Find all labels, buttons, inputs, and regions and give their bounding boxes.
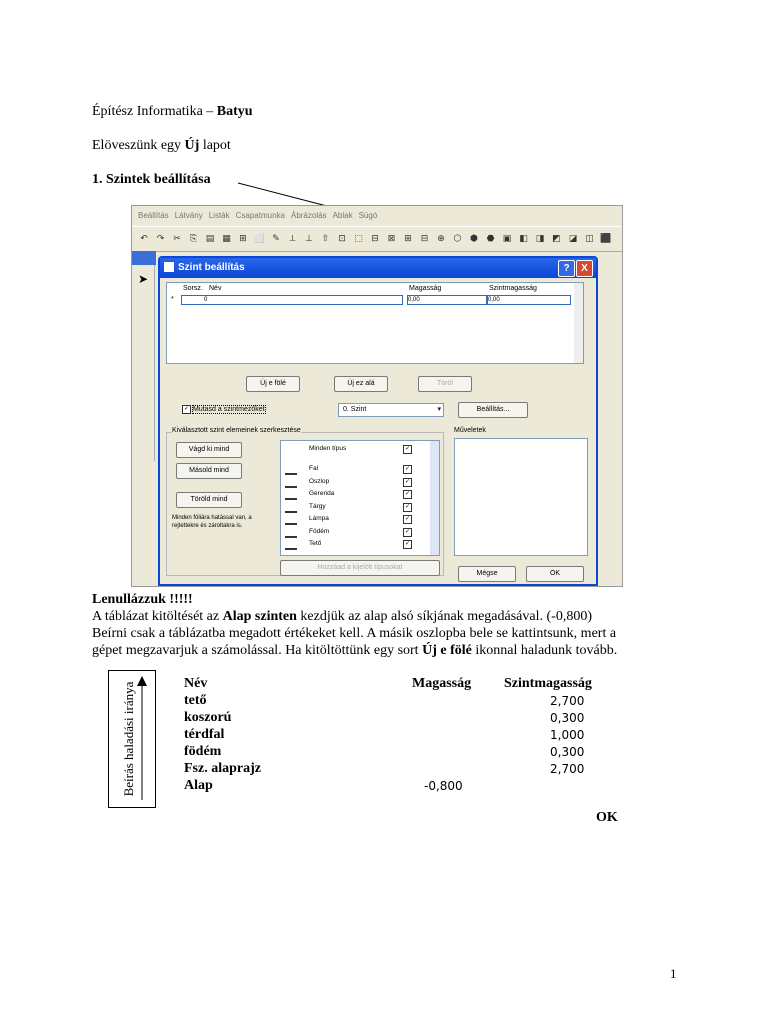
- table-ok: OK: [596, 810, 618, 825]
- dialog-title: Szint beállítás: [178, 262, 245, 273]
- level-szintmagassag: 0,300: [550, 745, 585, 759]
- body-p2: Beírni csak a táblázatba megadott értékeket kell. A másik oszlopba bele se kattintsunk, mert a: [92, 626, 617, 641]
- toolbar-tool-icon[interactable]: ◧: [519, 233, 528, 243]
- szint-combo-value: 0. Szint: [343, 406, 367, 413]
- torol-button[interactable]: Töröl: [418, 376, 472, 392]
- toolbar-tool-icon[interactable]: ◩: [552, 233, 561, 243]
- dialog-titlebar: [160, 258, 596, 278]
- type-list-item[interactable]: [281, 503, 429, 513]
- menu-item[interactable]: Súgó: [358, 211, 378, 220]
- toolbar-tool-icon[interactable]: ◫: [585, 233, 594, 243]
- side-panel-title: [132, 251, 156, 265]
- header-bold: Batyu: [216, 104, 253, 119]
- toolbar-tool-icon[interactable]: ⬢: [470, 233, 478, 243]
- note-text: Minden fóliára hatással van, a rejtettekre és zároltakra is.: [172, 515, 252, 529]
- page-number: 1: [670, 966, 677, 981]
- type-checkbox[interactable]: ✓: [404, 491, 411, 497]
- row-name-cell[interactable]: [181, 295, 403, 305]
- menu-item[interactable]: Listák: [208, 211, 230, 220]
- element-type-icon: [285, 503, 297, 513]
- vagd-ki-button[interactable]: Vágd ki mind: [176, 442, 242, 458]
- type-list-item[interactable]: [281, 490, 429, 500]
- toolbar-tool-icon[interactable]: ⎘: [189, 233, 198, 243]
- body-title-text: Lenullázzuk !!!!!: [92, 592, 193, 607]
- toolbar-tool-icon[interactable]: ⬣: [486, 233, 495, 243]
- type-list-label: Oszlop: [309, 477, 330, 485]
- col-magassag: Magasság: [409, 285, 442, 292]
- dialog-app-icon: [164, 262, 174, 272]
- toolbar-tool-icon[interactable]: ◪: [568, 233, 578, 243]
- kivalasztott-group-label: Kiválasztott szint elemeinek szerkesztése: [172, 427, 301, 434]
- element-type-icon: [285, 515, 297, 525]
- toolbar-tool-icon[interactable]: ⊞: [239, 233, 247, 243]
- type-checkbox[interactable]: ✓: [404, 516, 411, 522]
- body-title: [92, 592, 193, 608]
- row-index: 0: [204, 297, 208, 303]
- level-szintmagassag: 2,700: [550, 762, 585, 776]
- level-name: Fsz. alaprajz: [184, 761, 261, 776]
- toolbar-tool-icon[interactable]: ⬚: [354, 233, 363, 243]
- type-list-label: Gerenda: [309, 490, 335, 497]
- toolbar-tool-icon[interactable]: ⊡: [338, 233, 346, 243]
- element-type-icon: [285, 490, 297, 500]
- masold-button[interactable]: Másold mind: [176, 463, 242, 479]
- type-checkbox[interactable]: ✓: [404, 446, 411, 452]
- toolbar-tool-icon[interactable]: ↶: [140, 233, 148, 243]
- grid-scrollbar[interactable]: [574, 283, 583, 363]
- level-szintmagassag: 2,700: [550, 694, 585, 708]
- type-list-label: Lámpa: [309, 515, 329, 522]
- type-list-item[interactable]: [281, 478, 429, 488]
- hdr-szintmagassag: Szintmagasság: [504, 676, 592, 691]
- element-type-icon: [285, 528, 297, 538]
- menu-item[interactable]: Beállítás: [138, 211, 169, 220]
- row-marker: *: [171, 296, 174, 303]
- toolbar-tool-icon[interactable]: ⊠: [387, 233, 396, 243]
- toolbar-tool-icon[interactable]: ⊞: [404, 233, 412, 243]
- hdr-nev: Név: [184, 676, 208, 691]
- type-list-label: Tető: [309, 540, 322, 547]
- type-checkbox[interactable]: ✓: [404, 528, 411, 535]
- p3-bold: Új e fölé: [422, 643, 472, 658]
- level-szintmagassag: 0,300: [550, 711, 585, 725]
- type-checkbox[interactable]: ✓: [404, 503, 411, 510]
- toolbar-tool-icon[interactable]: ⟂: [289, 233, 296, 243]
- muveletek-list[interactable]: [454, 438, 588, 556]
- level-name: tető: [184, 693, 207, 708]
- intro-bold: Új: [184, 138, 200, 153]
- mutasd-label: Mutasd a szintmezőket: [193, 406, 265, 413]
- p3-post: ikonnal haladunk tovább.: [475, 643, 618, 658]
- p1-bold: Alap szinten: [222, 609, 297, 624]
- p1-post: kezdjük az alap alsó síkjának megadásával. (-0,800): [300, 609, 592, 624]
- hozzaad-button[interactable]: Hozzáad a kijelölt típusokat: [280, 560, 440, 576]
- body-p3: [92, 643, 617, 659]
- element-type-icon: [285, 540, 297, 550]
- toolbar-tool-icon[interactable]: ⊟: [420, 233, 429, 243]
- level-szintmagassag: 1,000: [550, 728, 585, 742]
- body-p1: [92, 609, 592, 625]
- beallitas-button[interactable]: Beállítás...: [458, 402, 528, 418]
- element-type-icon: [285, 465, 297, 475]
- col-szintmagassag: Szintmagasság: [489, 285, 537, 292]
- intro-pre: Elöveszünk egy: [92, 138, 182, 153]
- toolbar-tool-icon[interactable]: ▦: [222, 233, 231, 243]
- toolbar-tool-icon[interactable]: ⊥: [305, 233, 313, 243]
- level-name: födém: [184, 744, 222, 759]
- uj-ez-ala-button[interactable]: Új ez alá: [334, 376, 388, 392]
- torold-button[interactable]: Töröld mind: [176, 492, 242, 508]
- element-type-icon: [285, 478, 297, 488]
- type-list-item[interactable]: [281, 540, 429, 550]
- type-checkbox[interactable]: ✓: [404, 478, 411, 485]
- direction-label: Beírás haladási iránya: [121, 681, 136, 797]
- p1-pre: A táblázat kitöltését az: [92, 609, 220, 624]
- direction-arrow: [134, 674, 150, 802]
- toolbar-tool-icon[interactable]: ⊟: [371, 233, 379, 243]
- col-sorsz: Sorsz.: [183, 285, 203, 292]
- p3-pre: gépet megzavarjuk a számolással. Ha kitöltöttünk egy sort: [92, 643, 419, 658]
- toolbar-tool-icon[interactable]: ⬜: [253, 233, 266, 243]
- level-magassag: -0,800: [424, 779, 463, 793]
- toolbar-tool-icon[interactable]: ⊕: [437, 233, 445, 243]
- type-list-label: Tárgy: [309, 502, 326, 510]
- type-list[interactable]: [280, 440, 440, 556]
- toolbar-tool-icon[interactable]: ✎: [272, 233, 280, 243]
- toolbar-tool-icon[interactable]: ✂: [173, 233, 181, 243]
- level-name: Alap: [184, 778, 213, 793]
- hdr-magassag: Magasság: [412, 676, 472, 691]
- type-list-scrollbar[interactable]: [430, 441, 439, 555]
- mutasd-checkbox[interactable]: ✓: [183, 406, 190, 412]
- col-nev: Név: [209, 285, 222, 292]
- pointer-icon[interactable]: ➤: [138, 272, 149, 286]
- header-prefix: Építész Informatika –: [92, 104, 214, 119]
- row-magassag-cell[interactable]: 0,00: [407, 295, 487, 305]
- type-list-label: Födém: [309, 527, 330, 535]
- menu-item[interactable]: Látvány: [174, 211, 203, 220]
- toolbar-tool-icon[interactable]: ▣: [502, 233, 512, 243]
- type-list-item[interactable]: [281, 515, 429, 525]
- megse-button[interactable]: Mégse: [458, 566, 516, 582]
- levels-grid[interactable]: [166, 282, 584, 364]
- level-name: térdfal: [184, 727, 225, 742]
- menu-bar: [132, 206, 622, 224]
- level-name: koszorú: [184, 710, 232, 725]
- type-list-label: Minden típus: [309, 445, 347, 452]
- toolbar-tool-icon[interactable]: ▤: [205, 233, 215, 243]
- intro-post: lapot: [202, 138, 231, 153]
- menu-item[interactable]: Csapatmunka: [235, 211, 285, 220]
- toolbar-tool-icon[interactable]: ↷: [156, 233, 165, 243]
- type-checkbox[interactable]: ✓: [404, 466, 411, 472]
- type-checkbox[interactable]: ✓: [404, 541, 411, 547]
- row-szintmagassag-cell[interactable]: 0,00: [487, 295, 571, 305]
- toolbar: [132, 226, 622, 252]
- type-list-label: Fal: [309, 465, 319, 472]
- help-button[interactable]: ?: [558, 260, 575, 277]
- app-screenshot: [131, 205, 623, 587]
- close-button[interactable]: X: [576, 260, 593, 277]
- type-list-item[interactable]: [281, 445, 429, 455]
- toolbar-tool-icon[interactable]: ◨: [535, 233, 545, 243]
- ok-button[interactable]: OK: [526, 566, 584, 582]
- type-list-item[interactable]: [281, 528, 429, 538]
- toolbar-tool-icon[interactable]: ⇧: [321, 233, 330, 243]
- chevron-down-icon: ▾: [437, 406, 441, 413]
- section-title-text: 1. Szintek beállítása: [92, 172, 211, 187]
- szint-dialog: [158, 256, 598, 586]
- toolbar-tool-icon[interactable]: ⬡: [453, 233, 462, 243]
- szint-combo[interactable]: [338, 403, 444, 417]
- type-list-item[interactable]: [281, 465, 429, 475]
- muveletek-label: Műveletek: [454, 427, 486, 434]
- menu-item[interactable]: Ablak: [332, 211, 353, 220]
- uj-fole-button[interactable]: Új e fölé: [246, 376, 300, 392]
- menu-item[interactable]: Ábrázolás: [290, 211, 327, 220]
- toolbar-tool-icon[interactable]: ⬛: [600, 233, 612, 243]
